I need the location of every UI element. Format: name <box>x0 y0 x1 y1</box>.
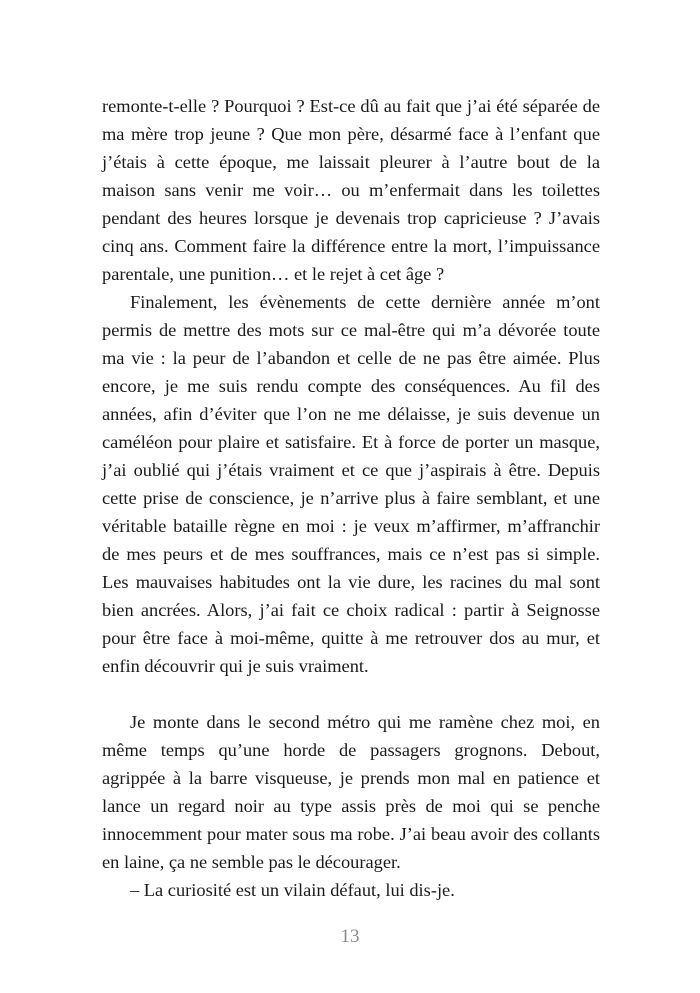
paragraph-continuation: remonte-t-elle ? Pourquoi ? Est-ce dû au fait que j’ai été séparée de ma mère trop jeune ? Que mon père, désarmé face à l’enfant que j’étais à cette époque, me laissait pleurer à l’autre bout de la maison sans venir me voir… ou m’enfermait dans les toilettes pendant des heures lorsque je devenais trop capricieuse ? J’avais cinq ans. Comment faire la différence entre la mort, l’impuissance parentale, une punition… et le rejet à cet âge ? <box>102 96 600 284</box>
section-break <box>102 680 600 708</box>
page-number: 13 <box>340 926 360 947</box>
body-text <box>102 92 600 904</box>
paragraph-metro: Je monte dans le second métro qui me ramène chez moi, en même temps qu’une horde de passagers grognons. Debout, agrippée à la barre visqueuse, je prends mon mal en patience et lance un regard noir au type assis près de moi qui se penche innocemment pour mater sous ma robe. J’ai beau avoir des collants en laine, ça ne semble pas le décourager. <box>102 712 600 872</box>
dialogue-line: – La curiosité est un vilain défaut, lui dis-je. <box>130 880 455 900</box>
paragraph-realization: Finalement, les évènements de cette dernière année m’ont permis de mettre des mots sur ce mal-être qui m’a dévorée toute ma vie : la peur de l’abandon et celle de ne pas être aimée. Plus encore, je me suis rendu compte des conséquences. Au fil des années, afin d’éviter que l’on ne me délaisse, je suis devenue un caméléon pour plaire et satisfaire. Et à force de porter un masque, j’ai oublié qui j’étais vraiment et ce que j’aspirais à être. Depuis cette prise de conscience, je n’arrive plus à faire semblant, et une véritable bataille règne en moi : je veux m’affirmer, m’affranchir de mes peurs et de mes souffrances, mais ce n’est pas si simple. Les mauvaises habitudes ont la vie dure, les racines du mal sont bien ancrées. Alors, j’ai fait ce choix radical : partir à Seignosse pour être face à moi-même, quitte à me retrouver dos au mur, et enfin découvrir qui je suis vraiment. <box>102 292 600 676</box>
